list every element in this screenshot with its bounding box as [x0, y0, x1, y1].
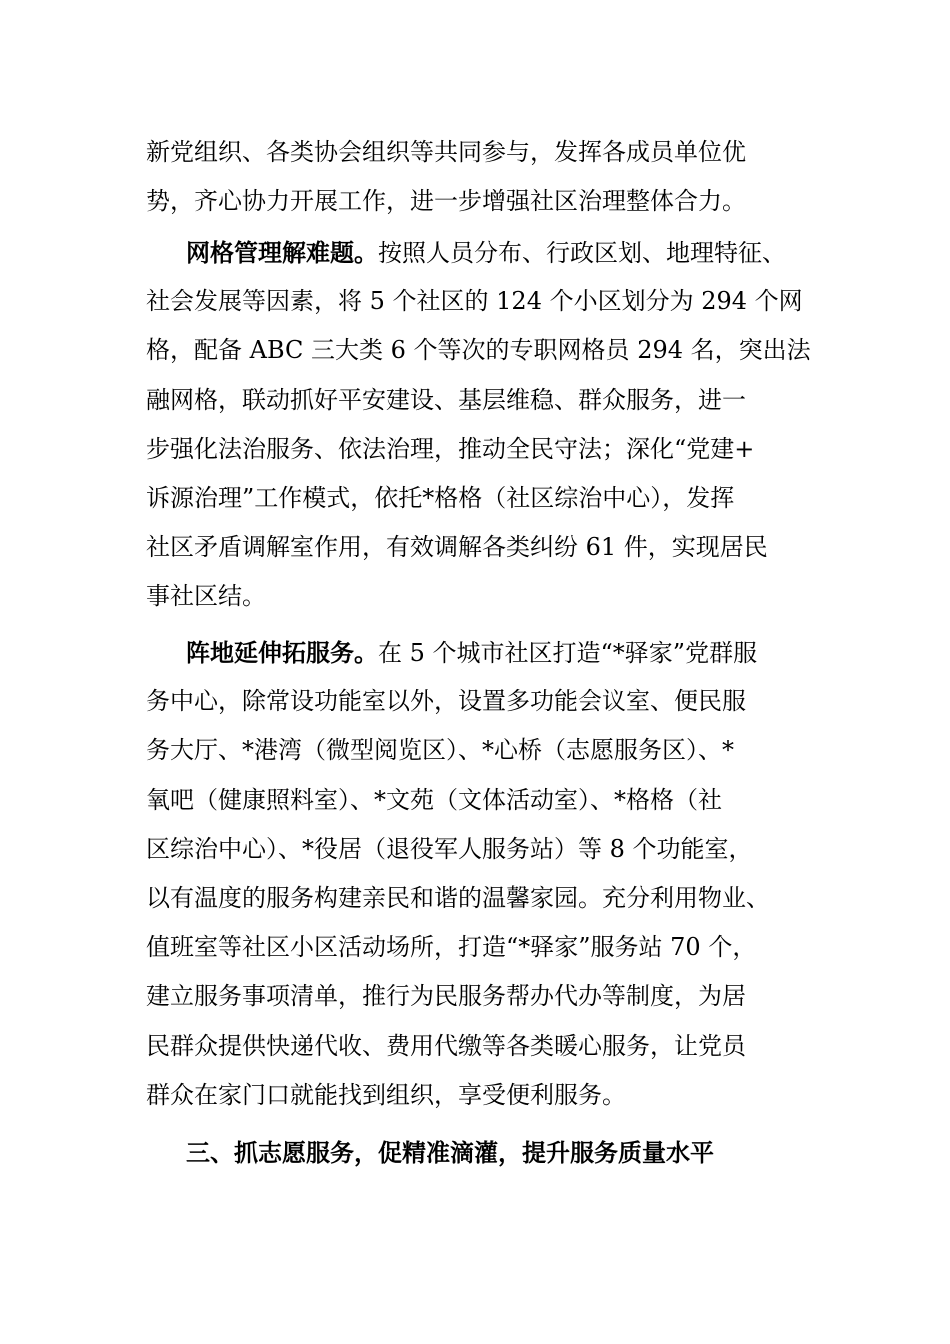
- text-line: 以有温度的服务构建亲民和谐的温馨家园。充分利用物业、: [146, 883, 770, 912]
- text-line: 群众在家门口就能找到组织，享受便利服务。: [146, 1080, 626, 1109]
- text-line: 势，齐心协力开展工作，进一步增强社区治理整体合力。: [146, 187, 746, 216]
- paragraph-first-line: [146, 228, 816, 277]
- text-line: 务中心，除常设功能室以外，设置多功能会议室、便民服: [146, 687, 746, 716]
- paragraph-grid-management: [146, 228, 816, 622]
- paragraph-position-extension: [146, 628, 816, 1120]
- text-line: 诉源治理”工作模式，依托*格格（社区综治中心），发挥: [146, 483, 735, 512]
- text-line: 融网格，联动抓好平安建设、基层维稳、群众服务，进一: [146, 385, 746, 414]
- text-line: 步强化法治服务、依法治理，推动全民守法；深化“党建+: [146, 434, 755, 463]
- text-line: 按照人员分布、行政区划、地理特征、: [378, 239, 786, 267]
- text-line: 新党组织、各类协会组织等共同参与，发挥各成员单位优: [146, 138, 746, 166]
- section-heading: 三、抓志愿服务，促精准滴灌，提升服务质量水平: [186, 1138, 714, 1167]
- text-line: 格，配备 ABC 三大类 6 个等次的专职网格员 294 名，突出法: [146, 336, 811, 365]
- paragraph-first-line: [146, 628, 816, 677]
- text-line: 区综治中心）、*役居（退役军人服务站）等 8 个功能室，: [146, 834, 753, 863]
- text-line: 社区矛盾调解室作用，有效调解各类纠纷 61 件，实现居民: [146, 533, 768, 562]
- paragraph-continuation: [146, 128, 816, 226]
- text-line: 务大厅、*港湾（微型阅览区）、*心桥（志愿服务区）、*: [146, 736, 734, 765]
- paragraph-heading: 阵地延伸拓服务。: [186, 638, 378, 667]
- section-heading-block: [146, 1128, 816, 1177]
- text-line: 民群众提供快递代收、费用代缴等各类暖心服务，让党员: [146, 1031, 746, 1060]
- text-line: 在 5 个城市社区打造“*驿家”党群服: [378, 639, 758, 667]
- text-line: 值班室等社区小区活动场所，打造“*驿家”服务站 70 个，: [146, 933, 757, 962]
- text-line: 氧吧（健康照料室）、*文苑（文体活动室）、*格格（社: [146, 785, 722, 814]
- text-line: 社会发展等因素，将 5 个社区的 124 个小区划分为 294 个网: [146, 287, 803, 316]
- paragraph-heading: 网格管理解难题。: [186, 238, 378, 267]
- text-line: 建立服务事项清单，推行为民服务帮办代办等制度，为居: [146, 982, 746, 1011]
- text-line: 事社区结。: [146, 582, 266, 611]
